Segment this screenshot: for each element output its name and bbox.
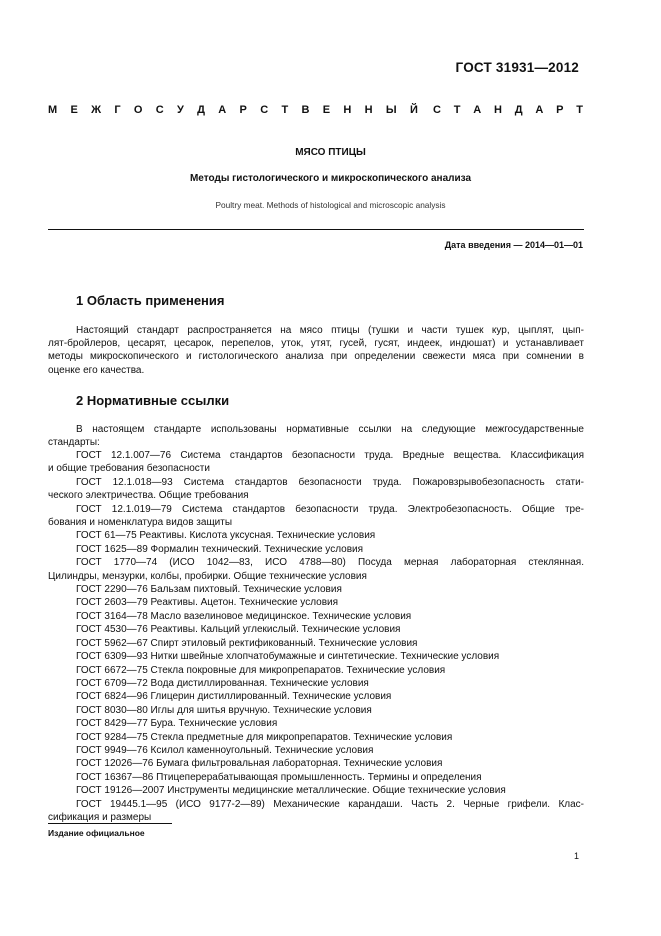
reference-line: ГОСТ 2290—76 Бальзам пихтовый. Технические условия	[76, 584, 342, 596]
reference-line: ГОСТ 6309—93 Нитки швейные хлопчатобумажные и синтетические. Технические условия	[76, 651, 500, 663]
reference-item	[48, 744, 584, 757]
reference-line: ГОСТ 6709—72 Вода дистиллированная. Технические условия	[76, 677, 369, 689]
banner-letter: О	[133, 104, 143, 116]
reference-item	[48, 637, 584, 650]
banner-letter: Т	[281, 104, 289, 116]
banner-letter: Ж	[91, 104, 102, 116]
text-line: лят-бройлеров, цесарят, цесарок, перепелов, уток, утят, гусей, гусят, индеек, индюшат) и устанавливает	[48, 338, 584, 350]
reference-item	[48, 798, 584, 825]
reference-item	[48, 704, 584, 717]
text-line: оценке его качества.	[48, 364, 145, 376]
reference-line: ГОСТ 5962—67 Спирт этиловый ректификованный. Технические условия	[76, 637, 418, 649]
reference-line: ГОСТ 1625—89 Формалин технический. Технические условия	[76, 543, 364, 555]
reference-line: бования и номенклатура видов защиты	[48, 517, 233, 529]
banner-letter: В	[301, 104, 310, 116]
banner-letter: С	[155, 104, 164, 116]
edition-note: Издание официальное	[48, 828, 145, 838]
page-number: 1	[573, 851, 579, 861]
reference-line: ГОСТ 12.1.007—76 Система стандартов безопасности труда. Вредные вещества. Классификация	[76, 450, 584, 461]
reference-item	[48, 771, 584, 784]
reference-line: ГОСТ 1770—74 (ИСО 1042—83, ИСО 4788—80) Посуда мерная лабораторная стеклянная.	[76, 557, 584, 569]
interstate-standard-banner	[48, 104, 583, 116]
reference-item	[48, 757, 584, 770]
reference-line: ГОСТ 12.1.019—79 Система стандартов безопасности труда. Электробезопасность. Общие тре-	[76, 503, 584, 515]
banner-letter: Т	[453, 104, 461, 116]
reference-line: ГОСТ 4530—76 Реактивы. Кальций углекислый. Технические условия	[76, 624, 401, 636]
reference-item	[48, 677, 584, 690]
banner-letter: Н	[364, 104, 373, 116]
document-subtitle: Методы гистологического и микроскопического анализа	[189, 173, 472, 184]
banner-letter: А	[218, 104, 227, 116]
reference-item	[48, 529, 584, 542]
reference-line: ГОСТ 9949—76 Ксилол каменноугольный. Технические условия	[76, 744, 374, 756]
text-line: методы микроскопического и гистологического анализа при определении свежести мяса при сомнении в	[48, 351, 584, 363]
reference-line: ГОСТ 9284—75 Стекла предметные для микропрепаратов. Технические условия	[76, 731, 453, 743]
standard-number: ГОСТ 31931—2012	[455, 60, 579, 75]
section-1-heading: 1 Область применения	[76, 293, 225, 308]
reference-item	[48, 731, 584, 744]
reference-line: ГОСТ 2603—79 Реактивы. Ацетон. Технические условия	[76, 597, 339, 609]
reference-item	[48, 717, 584, 730]
banner-letter: Д	[197, 104, 205, 116]
reference-line: ГОСТ 8429—77 Бура. Технические условия	[76, 718, 278, 730]
footer-divider	[48, 823, 172, 824]
reference-item	[48, 784, 584, 797]
reference-line: ГОСТ 61—75 Реактивы. Кислота уксусная. Технические условия	[76, 530, 376, 542]
reference-item	[48, 449, 584, 476]
reference-line: и общие требования безопасности	[48, 463, 210, 475]
banner-letter: М	[48, 104, 58, 116]
reference-item	[48, 543, 584, 556]
banner-letter: Ы	[385, 104, 397, 116]
reference-line: ГОСТ 3164—78 Масло вазелиновое медицинское. Технические условия	[76, 610, 412, 622]
reference-item	[48, 664, 584, 677]
reference-item	[48, 623, 584, 636]
reference-item	[48, 610, 584, 623]
section-1-paragraph	[48, 324, 584, 377]
banner-letter: Н	[493, 104, 502, 116]
banner-letter: С	[433, 104, 441, 116]
banner-letter: Н	[343, 104, 352, 116]
reference-line: ГОСТ 6824—96 Глицерин дистиллированный. Технические условия	[76, 691, 392, 703]
section-2-intro	[48, 423, 584, 449]
text-line: В настоящем стандарте использованы нормативные ссылки на следующие межгосударственные	[76, 424, 584, 435]
section-2-heading: 2 Нормативные ссылки	[76, 393, 230, 408]
banner-letter: Р	[239, 104, 247, 116]
interstate-word	[48, 104, 418, 116]
reference-line: ГОСТ 12026—76 Бумага фильтровальная лабораторная. Технические условия	[76, 758, 443, 770]
reference-line: ГОСТ 8030—80 Иглы для шитья вручную. Технические условия	[76, 704, 372, 716]
banner-letter: У	[177, 104, 184, 116]
effective-date: Дата введения — 2014—01—01	[444, 240, 583, 250]
banner-letter: А	[535, 104, 544, 116]
reference-line: ГОСТ 16367—86 Птицеперерабатывающая промышленность. Термины и определения	[76, 771, 482, 783]
banner-letter: Д	[514, 104, 523, 116]
banner-letter: А	[473, 104, 482, 116]
text-line: стандарты:	[48, 437, 100, 449]
reference-item	[48, 476, 584, 503]
reference-line: ГОСТ 12.1.018—93 Система стандартов безопасности труда. Пожаровзрывобезопасность стати-	[76, 476, 584, 488]
reference-item	[48, 596, 584, 609]
banner-letter: Е	[70, 104, 78, 116]
reference-item	[48, 650, 584, 663]
banner-letter: Й	[409, 104, 418, 116]
reference-item	[48, 503, 584, 530]
reference-item	[48, 556, 584, 583]
banner-letter: Р	[556, 104, 564, 116]
banner-letter: Г	[114, 104, 121, 116]
document-title: МЯСО ПТИЦЫ	[295, 147, 366, 158]
reference-line: ГОСТ 19126—2007 Инструменты медицинские металлические. Общие технические условия	[76, 785, 506, 797]
reference-line: ческого электричества. Общие требования	[48, 490, 249, 502]
banner-letter: Т	[576, 104, 583, 116]
standard-word	[433, 104, 583, 116]
reference-line: ГОСТ 19445.1—95 (ИСО 9177-2—89) Механические карандаши. Часть 2. Черные грифели. Клас-	[76, 798, 584, 810]
reference-item	[48, 583, 584, 596]
title-divider	[48, 229, 584, 230]
banner-letter: С	[260, 104, 269, 116]
text-line: Настоящий стандарт распространяется на мясо птицы (тушки и части тушек кур, цыплят, цып-	[76, 325, 584, 336]
normative-references-list	[48, 449, 584, 824]
reference-line: сификация и размеры	[48, 811, 152, 823]
reference-line: ГОСТ 6672—75 Стекла покровные для микропрепаратов. Технические условия	[76, 664, 446, 676]
banner-letter: Е	[322, 104, 331, 116]
reference-item	[48, 690, 584, 703]
english-title: Poultry meat. Methods of histological and microscopic analysis	[215, 200, 446, 210]
reference-line: Цилиндры, мензурки, колбы, пробирки. Общие технические условия	[48, 570, 367, 582]
